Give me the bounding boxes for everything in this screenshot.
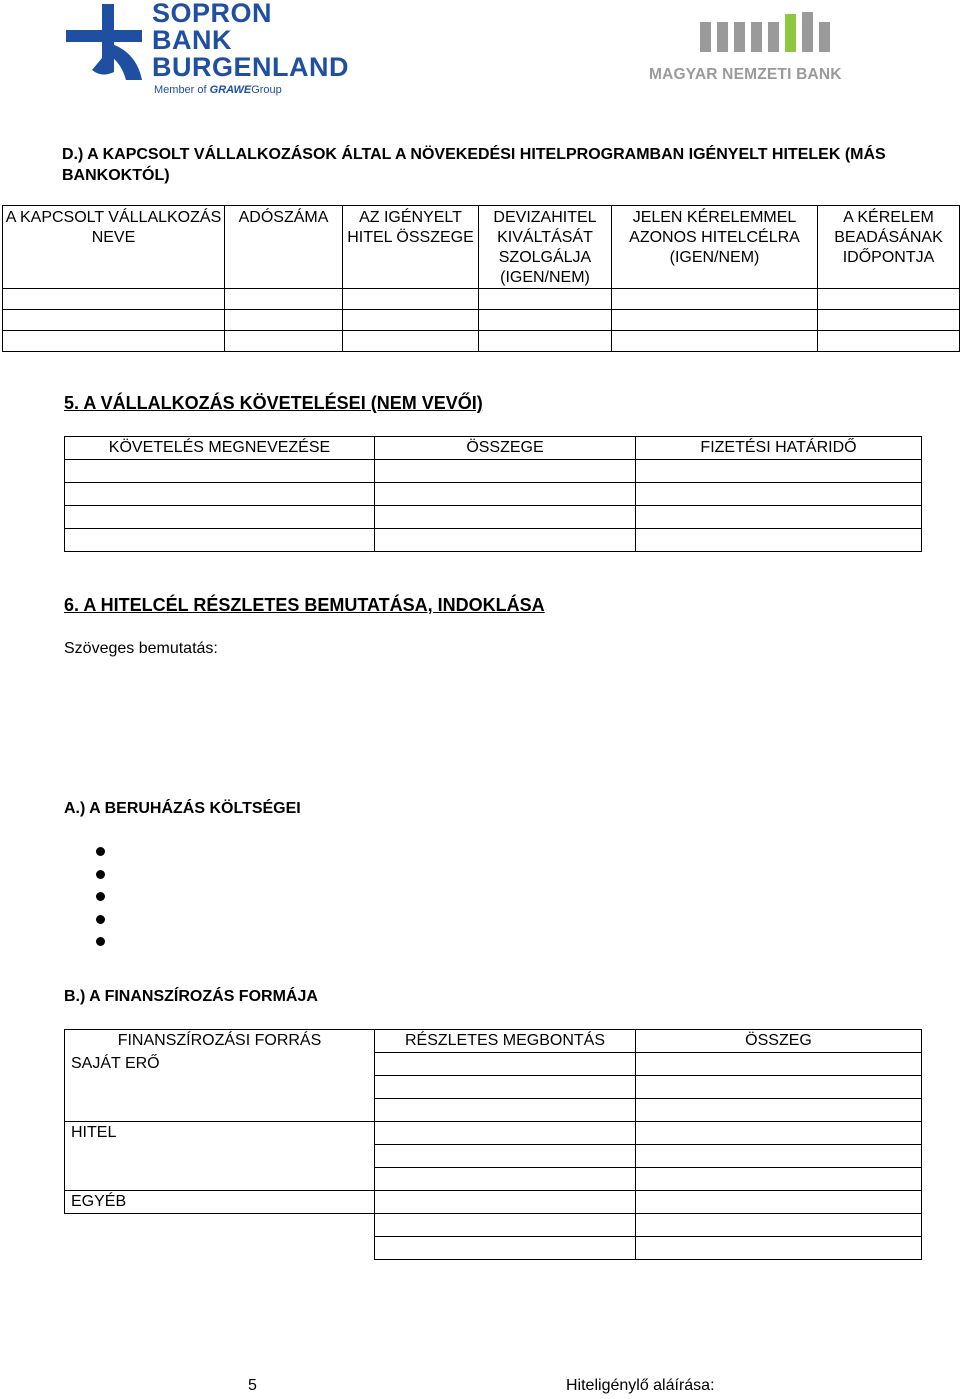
table-cell[interactable]	[343, 289, 479, 310]
row-label-loan: HITEL	[65, 1122, 375, 1145]
mnb-logo-text: MAGYAR NEMZETI BANK	[649, 66, 842, 83]
table-row	[65, 1237, 922, 1260]
table-cell[interactable]	[225, 310, 343, 331]
table-cell[interactable]	[636, 1053, 922, 1076]
table-cell	[65, 1214, 375, 1237]
row-label-other: EGYÉB	[65, 1191, 375, 1214]
table-row	[65, 529, 922, 552]
section-a-heading: A.) A BERUHÁZÁS KÖLTSÉGEI	[64, 800, 301, 817]
table-row	[3, 289, 960, 310]
table-cell[interactable]	[225, 289, 343, 310]
col-same-purpose: JELEN KÉRELEMMEL AZONOS HITELCÉLRA (IGEN/NEM)	[612, 206, 818, 289]
table-cell[interactable]	[375, 1214, 636, 1237]
col-company-name: A KAPCSOLT VÁLLALKOZÁS NEVE	[3, 206, 225, 289]
table-cell[interactable]	[636, 1168, 922, 1191]
table-row	[65, 1145, 922, 1168]
table-cell[interactable]	[65, 506, 375, 529]
table-cell[interactable]	[65, 460, 375, 483]
section-5-heading: 5. A VÁLLALKOZÁS KÖVETELÉSEI (NEM VEVŐI)	[64, 393, 483, 413]
col-requested-amount: AZ IGÉNYELT HITEL ÖSSZEGE	[343, 206, 479, 289]
table-cell[interactable]	[612, 331, 818, 352]
table-cell[interactable]	[375, 1122, 636, 1145]
sopron-logo-line3: BURGENLAND	[152, 52, 349, 82]
table-cell[interactable]	[636, 1122, 922, 1145]
table-cell[interactable]	[818, 289, 960, 310]
table-row	[65, 1122, 922, 1145]
table-cell[interactable]	[375, 1168, 636, 1191]
table-cell[interactable]	[375, 460, 636, 483]
table-row	[3, 310, 960, 331]
table-cell[interactable]	[3, 331, 225, 352]
table-cell[interactable]	[65, 1076, 375, 1099]
table-cell[interactable]	[636, 1191, 922, 1214]
table-row	[65, 1214, 922, 1237]
table-cell[interactable]	[636, 460, 922, 483]
sopron-bank-emblem-icon	[62, 0, 152, 82]
table-cell[interactable]	[225, 331, 343, 352]
table-cell[interactable]	[636, 1099, 922, 1122]
table-header-row	[65, 437, 922, 460]
table-cell[interactable]	[636, 1076, 922, 1099]
row-label-own-funds: SAJÁT ERŐ	[65, 1053, 375, 1076]
table-cell	[65, 1237, 375, 1260]
table-row	[65, 506, 922, 529]
table-cell[interactable]	[65, 529, 375, 552]
col-financing-source: FINANSZÍROZÁSI FORRÁS	[65, 1030, 375, 1053]
related-companies-table	[2, 205, 960, 352]
table-row	[65, 483, 922, 506]
signature-label: Hiteligénylő aláírása:	[566, 1377, 715, 1394]
col-receivable-amount: ÖSSZEGE	[375, 437, 636, 460]
table-row	[65, 1191, 922, 1214]
table-cell[interactable]	[65, 1168, 375, 1191]
table-cell[interactable]	[818, 331, 960, 352]
mnb-logo	[645, 8, 885, 88]
col-payment-deadline: FIZETÉSI HATÁRIDŐ	[636, 437, 922, 460]
table-cell[interactable]	[375, 529, 636, 552]
table-cell[interactable]	[343, 331, 479, 352]
col-amount: ÖSSZEG	[636, 1030, 922, 1053]
table-cell[interactable]	[612, 289, 818, 310]
col-receivable-name: KÖVETELÉS MEGNEVEZÉSE	[65, 437, 375, 460]
col-detailed-breakdown: RÉSZLETES MEGBONTÁS	[375, 1030, 636, 1053]
receivables-table	[64, 436, 922, 552]
table-cell[interactable]	[612, 310, 818, 331]
table-row	[65, 1099, 922, 1122]
table-cell[interactable]	[479, 331, 612, 352]
sopron-bank-logo	[62, 0, 362, 100]
financing-table	[64, 1029, 922, 1260]
table-cell[interactable]	[636, 529, 922, 552]
text-description-label: Szöveges bemutatás:	[64, 640, 218, 657]
table-cell[interactable]	[636, 506, 922, 529]
table-row	[3, 331, 960, 352]
page-number: 5	[248, 1377, 257, 1394]
section-6-heading: 6. A HITELCÉL RÉSZLETES BEMUTATÁSA, INDOKLÁSA	[64, 595, 545, 615]
section-d-heading: D.) A KAPCSOLT VÁLLALKOZÁSOK ÁLTAL A NÖVEKEDÉSI HITELPROGRAMBAN IGÉNYELT HITELEK (MÁS BANKOKTÓL)	[62, 146, 886, 184]
table-cell[interactable]	[3, 289, 225, 310]
table-cell[interactable]	[636, 1214, 922, 1237]
table-row	[65, 1076, 922, 1099]
sopron-logo-member: Member of GRAWEGroup	[154, 84, 282, 96]
table-cell[interactable]	[636, 483, 922, 506]
table-cell[interactable]	[479, 289, 612, 310]
col-fx-loan-replacement: DEVIZAHITEL KIVÁLTÁSÁT SZOLGÁLJA (IGEN/NEM)	[479, 206, 612, 289]
table-cell[interactable]	[343, 310, 479, 331]
table-row	[65, 1168, 922, 1191]
table-cell[interactable]	[375, 1237, 636, 1260]
col-tax-number: ADÓSZÁMA	[225, 206, 343, 289]
table-cell[interactable]	[479, 310, 612, 331]
table-header-row	[3, 206, 960, 289]
section-b-heading: B.) A FINANSZÍROZÁS FORMÁJA	[64, 988, 318, 1005]
table-header-row	[65, 1030, 922, 1053]
table-cell[interactable]	[3, 310, 225, 331]
table-cell[interactable]	[818, 310, 960, 331]
table-cell[interactable]	[636, 1237, 922, 1260]
table-cell[interactable]	[375, 483, 636, 506]
table-cell[interactable]	[65, 483, 375, 506]
table-cell[interactable]	[375, 1053, 636, 1076]
sopron-logo-line1: SOPRON	[152, 0, 273, 28]
table-cell[interactable]	[375, 1191, 636, 1214]
table-cell[interactable]	[375, 1145, 636, 1168]
table-cell[interactable]	[375, 1099, 636, 1122]
table-cell[interactable]	[65, 1145, 375, 1168]
table-cell[interactable]	[375, 506, 636, 529]
table-cell[interactable]	[375, 1076, 636, 1099]
mnb-bars-icon	[645, 8, 885, 60]
col-submission-date: A KÉRELEM BEADÁSÁNAK IDŐPONTJA	[818, 206, 960, 289]
table-row	[65, 460, 922, 483]
table-row	[65, 1053, 922, 1076]
table-cell[interactable]	[636, 1145, 922, 1168]
table-cell[interactable]	[65, 1099, 375, 1122]
sopron-logo-line2: BANK	[152, 25, 232, 55]
